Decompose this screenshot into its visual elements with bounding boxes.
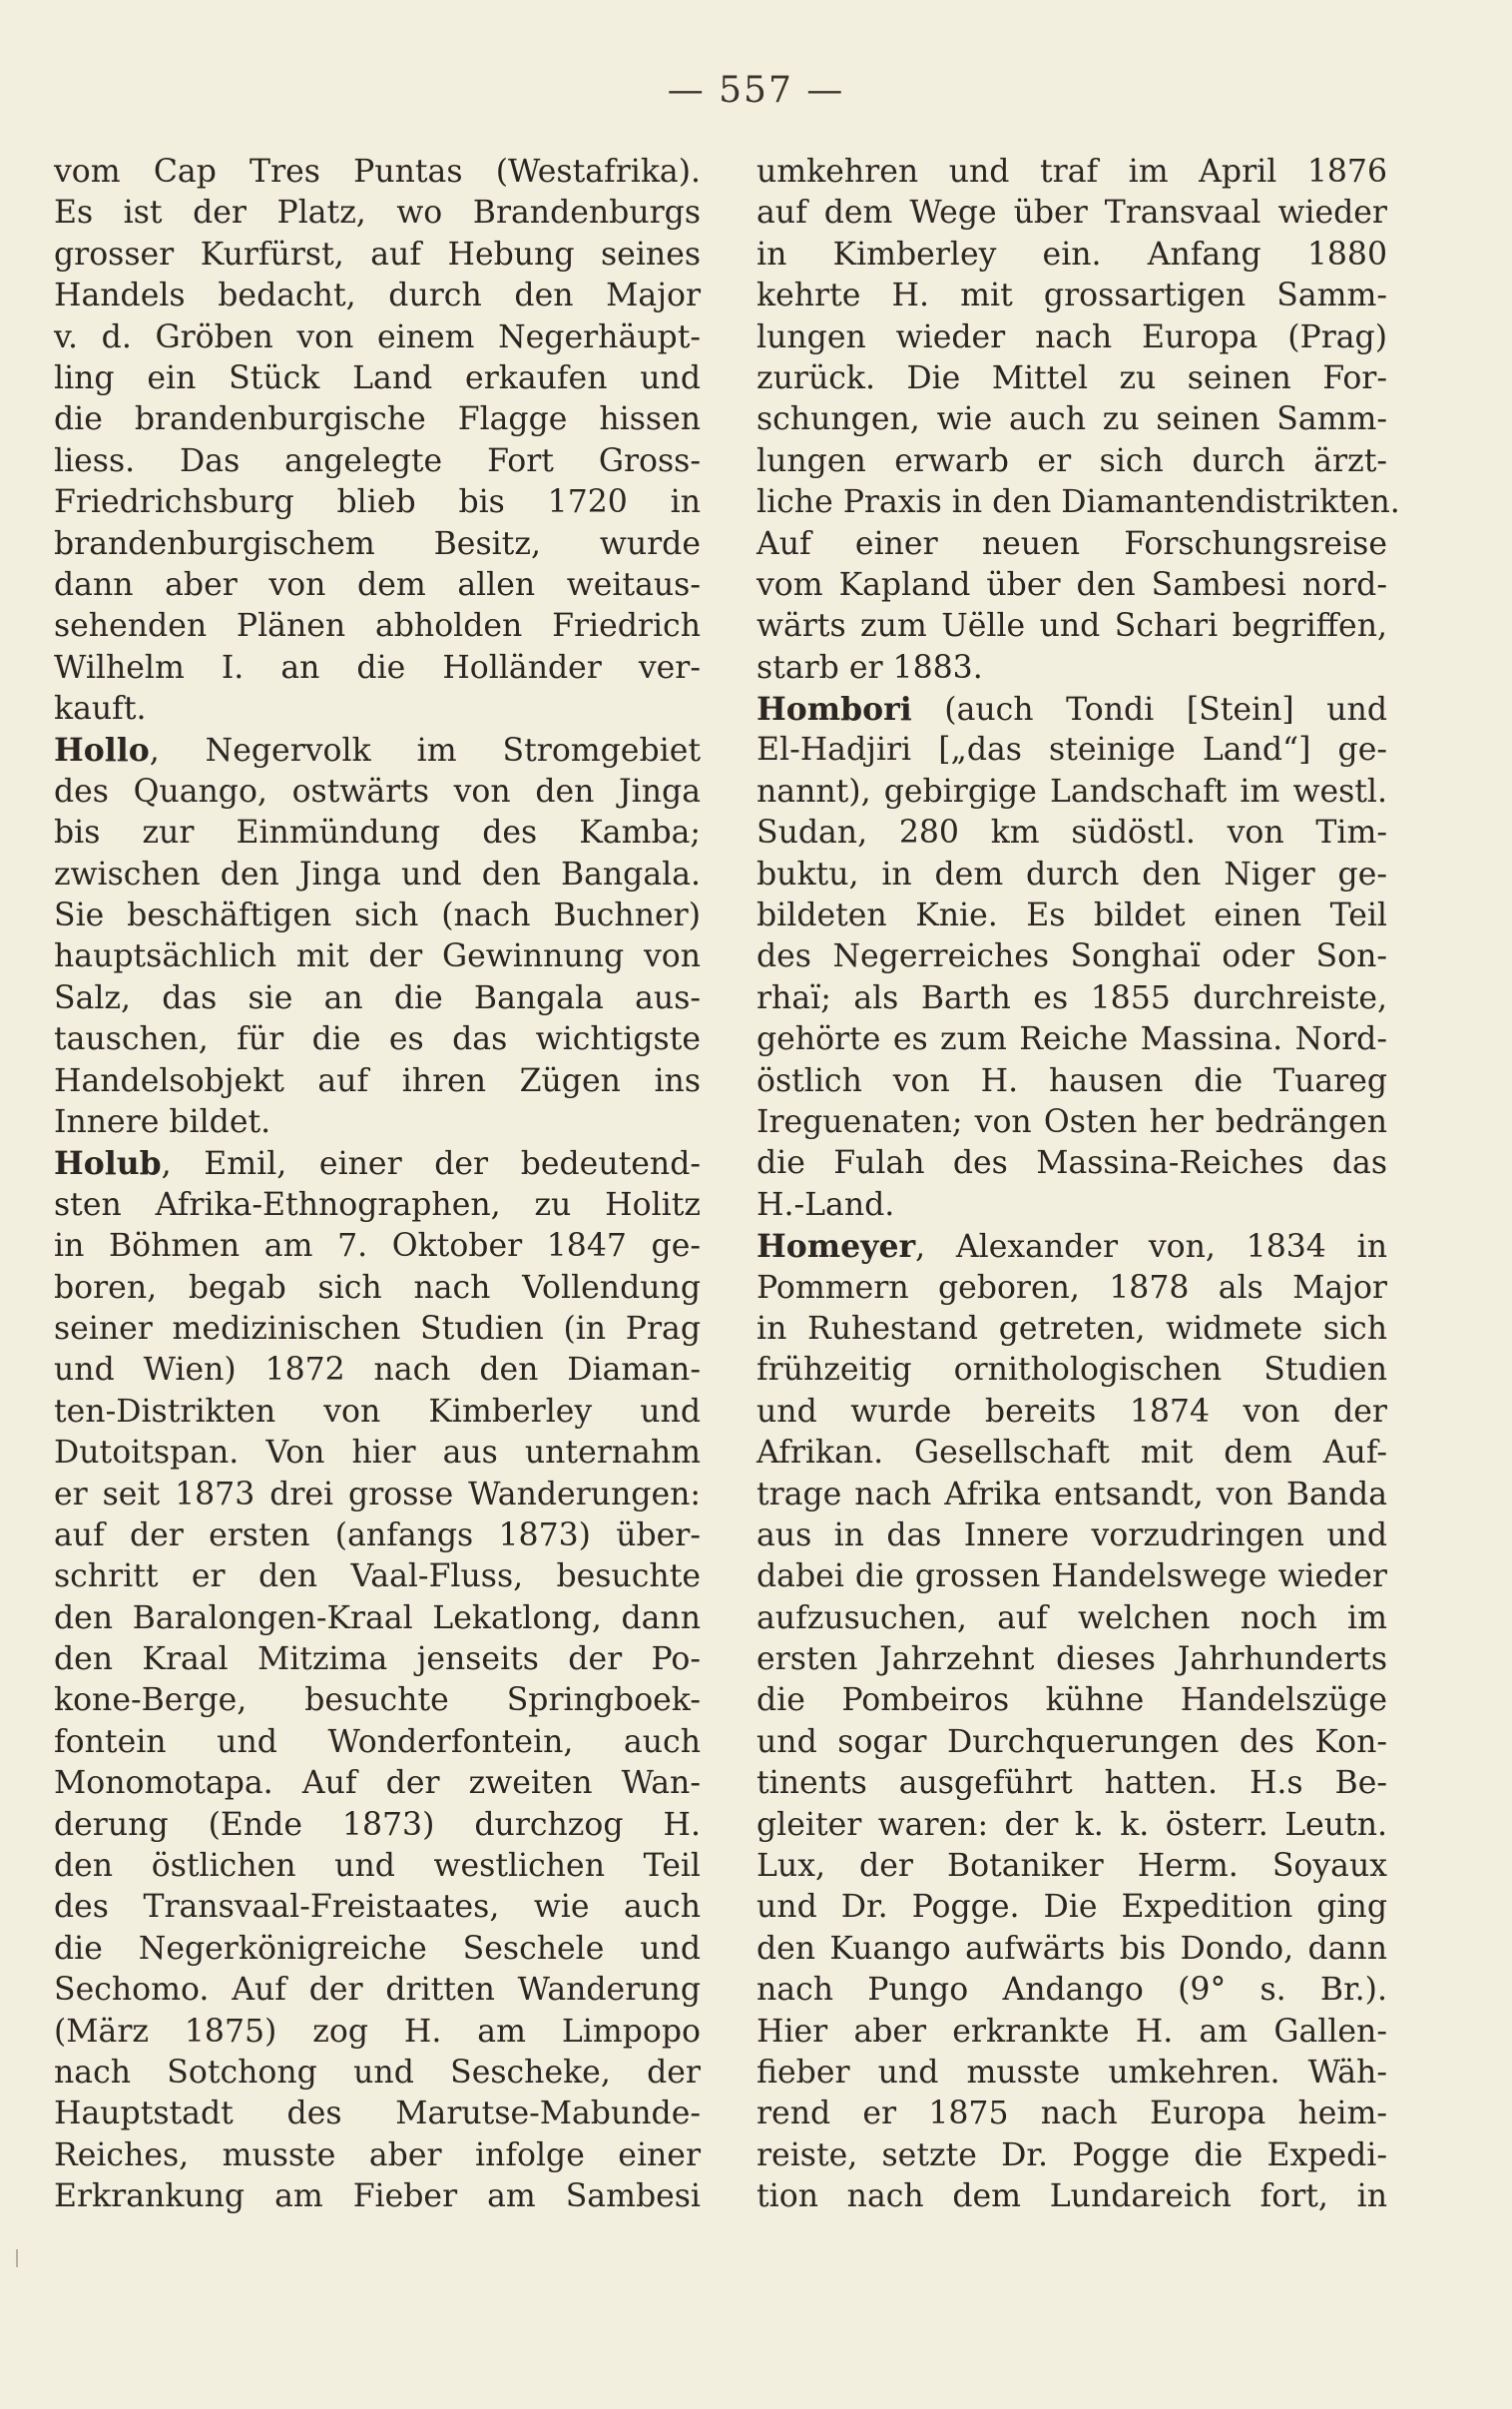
line-text: ling ein Stück Land erkaufen und: [54, 359, 701, 396]
left-column-line: [54, 1929, 701, 1970]
line-text: derung (Ende 1873) durchzog H.: [54, 1806, 701, 1843]
line-text: Hier aber erkrankte H. am Gallen-: [756, 2013, 1387, 2050]
entry-headword: Holub: [54, 1145, 162, 1183]
right-column-line: [756, 2012, 1395, 2053]
left-column-line: [54, 772, 701, 813]
right-column-line: [756, 1185, 1395, 1226]
right-column-line: [756, 1639, 1395, 1680]
line-text: des Negerreiches Songhaï oder Son-: [756, 938, 1387, 975]
left-column-line: [54, 1763, 701, 1804]
line-text: dann aber von dem allen weitaus-: [54, 566, 701, 603]
right-column-line: [756, 1392, 1395, 1433]
left-column-line: [54, 1102, 701, 1143]
line-text: die Negerkönigreiche Seschele und: [54, 1930, 701, 1967]
right-column-line: [756, 1226, 1395, 1267]
line-text: ersten Jahrzehnt dieses Jahrhunderts: [756, 1641, 1387, 1678]
left-column-line: [54, 978, 701, 1019]
left-column-line: [54, 1639, 701, 1680]
line-text: zurück. Die Mittel zu seinen For-: [756, 359, 1387, 396]
left-column-line: [54, 1433, 701, 1474]
line-text: Monomotapa. Auf der zweiten Wan-: [54, 1765, 701, 1802]
line-text: in Böhmen am 7. Oktober 1847 ge-: [54, 1228, 701, 1265]
right-column-line: [756, 1019, 1395, 1060]
line-text: gehörte es zum Reiche Massina. Nord-: [756, 1021, 1387, 1058]
line-text: den Kraal Mitzima jenseits der Po-: [54, 1641, 701, 1678]
left-column: [54, 152, 701, 2218]
line-text: auf dem Wege über Transvaal wieder: [756, 195, 1387, 232]
left-column-line: [54, 1226, 701, 1267]
right-column-line: [756, 1680, 1395, 1721]
right-column-line: [756, 772, 1395, 813]
right-column-line: [756, 1350, 1395, 1391]
line-text: nach Pungo Andango (9° s. Br.).: [756, 1972, 1387, 2009]
right-column-line: [756, 1515, 1395, 1556]
left-column-line: [54, 2053, 701, 2094]
line-text: Pommern geboren, 1878 als Major: [756, 1269, 1387, 1306]
left-column-line: [54, 855, 701, 896]
line-text: östlich von H. hausen die Tuareg: [756, 1062, 1387, 1099]
line-text: umkehren und traf im April 1876: [756, 154, 1387, 190]
line-text: fieber und musste umkehren. Wäh-: [756, 2054, 1387, 2091]
line-text: Reiches, musste aber infolge einer: [54, 2136, 701, 2173]
left-column-line: [54, 1392, 701, 1433]
line-text: tauschen, für die es das wichtigste: [54, 1021, 701, 1058]
line-text: rend er 1875 nach Europa heim-: [756, 2096, 1387, 2132]
left-column-line: [54, 358, 701, 399]
line-text: hauptsächlich mit der Gewinnung von: [54, 938, 701, 975]
right-column-line: [756, 441, 1395, 482]
left-column-line: [54, 399, 701, 440]
left-column-line: [54, 2135, 701, 2176]
line-text: sehenden Plänen abholden Friedrich: [54, 608, 701, 645]
line-text: trage nach Afrika entsandt, von Banda: [756, 1476, 1387, 1512]
line-text: buktu, in dem durch den Niger ge-: [756, 856, 1387, 893]
line-text: tion nach dem Lundareich fort, in: [756, 2178, 1387, 2215]
line-text: nannt), gebirgige Landschaft im westl.: [756, 773, 1387, 810]
line-text: H.-Land.: [756, 1186, 895, 1223]
left-column-line: [54, 1061, 701, 1102]
right-column-line: [756, 1309, 1395, 1350]
left-column-line: [54, 152, 701, 193]
left-column-line: [54, 1185, 701, 1226]
right-column-line: [756, 399, 1395, 440]
line-text: (März 1875) zog H. am Limpopo: [54, 2013, 701, 2050]
right-column-line: [756, 235, 1395, 276]
right-column-line: [756, 1722, 1395, 1763]
right-column-line: [756, 936, 1395, 977]
left-column-line: [54, 565, 701, 606]
right-column-line: [756, 1805, 1395, 1846]
line-text: liess. Das angelegte Fort Gross-: [54, 442, 701, 479]
line-text: ten-Distrikten von Kimberley und: [54, 1393, 701, 1430]
line-text: El-Hadjiri [„das steinige Land“] ge-: [756, 732, 1387, 769]
left-column-line: [54, 482, 701, 523]
left-column-line: [54, 2012, 701, 2053]
left-column-line: [54, 1970, 701, 2011]
line-text: die brandenburgische Flagge hissen: [54, 401, 701, 438]
left-column-line: [54, 317, 701, 358]
line-text: sten Afrika-Ethnographen, zu Holitz: [54, 1186, 701, 1223]
left-column-line: [54, 1475, 701, 1515]
line-text: den Baralongen-Kraal Lekatlong, dann: [54, 1599, 701, 1636]
right-column-line: [756, 1763, 1395, 1804]
line-text: Dutoitspan. Von hier aus unternahm: [54, 1435, 701, 1472]
page-number: — 557 —: [667, 70, 845, 111]
line-text: den Kuango aufwärts bis Dondo, dann: [756, 1930, 1387, 1967]
entry-headword: Homeyer: [756, 1228, 916, 1266]
line-text: lungen erwarb er sich durch ärzt-: [756, 442, 1387, 479]
line-text: und wurde bereits 1874 von der: [756, 1393, 1387, 1430]
right-column-line: [756, 730, 1395, 771]
line-text: Lux, der Botaniker Herm. Soyaux: [756, 1848, 1387, 1885]
left-column-line: [54, 276, 701, 316]
right-column-line: [756, 978, 1395, 1019]
line-text: liche Praxis in den Diamantendistrikten.: [756, 484, 1400, 521]
line-text: brandenburgischem Besitz, wurde: [54, 525, 701, 562]
line-text: Erkrankung am Fieber am Sambesi: [54, 2178, 701, 2215]
line-text: nach Sotchong und Sescheke, der: [54, 2054, 701, 2091]
line-text: Handels bedacht, durch den Major: [54, 278, 701, 314]
line-text: rhaï; als Barth es 1855 durchreiste,: [756, 979, 1387, 1016]
line-text: reiste, setzte Dr. Pogge die Expedi-: [756, 2136, 1387, 2173]
line-text: und Wien) 1872 nach den Diaman-: [54, 1352, 701, 1389]
line-text: seiner medizinischen Studien (in Prag: [54, 1310, 701, 1347]
line-text: Wilhelm I. an die Holländer ver-: [54, 649, 701, 686]
left-column-line: [54, 1268, 701, 1309]
left-column-line: [54, 689, 701, 730]
right-column-line: [756, 317, 1395, 358]
left-column-line: [54, 441, 701, 482]
line-text: boren, begab sich nach Vollendung: [54, 1269, 701, 1306]
line-text: fontein und Wonderfontein, auch: [54, 1723, 701, 1760]
line-text: schritt er den Vaal-Fluss, besuchte: [54, 1558, 701, 1595]
right-column-line: [756, 1970, 1395, 2011]
right-column-line: [756, 648, 1395, 689]
line-text: lungen wieder nach Europa (Prag): [756, 318, 1387, 355]
line-text: , Alexander von, 1834 in: [915, 1229, 1387, 1266]
right-column-line: [756, 1929, 1395, 1970]
left-column-line: [54, 524, 701, 565]
line-text: Hauptstadt des Marutse-Mabunde-: [54, 2096, 701, 2132]
left-column-line: [54, 1309, 701, 1350]
line-text: des Quango, ostwärts von den Jinga: [54, 773, 701, 810]
right-column-line: [756, 2094, 1395, 2134]
right-column: [756, 152, 1400, 2218]
line-text: Handelsobjekt auf ihren Zügen ins: [54, 1062, 701, 1099]
line-text: dabei die grossen Handelswege wieder: [756, 1558, 1387, 1595]
left-column-line: [54, 1350, 701, 1391]
line-text: Sechomo. Auf der dritten Wanderung: [54, 1972, 701, 2009]
right-column-line: [756, 1268, 1395, 1309]
left-column-line: [54, 1680, 701, 1721]
right-column-line: [756, 689, 1395, 730]
right-column-line: [756, 1061, 1395, 1102]
left-column-line: [54, 2176, 701, 2217]
line-text: grosser Kurfürst, auf Hebung seines: [54, 236, 701, 273]
line-text: Innere bildet.: [54, 1103, 271, 1140]
left-column-line: [54, 813, 701, 854]
line-text: , Negervolk im Stromgebiet: [149, 733, 701, 770]
right-column-line: [756, 2176, 1395, 2217]
left-column-line: [54, 730, 701, 771]
left-column-line: [54, 1887, 701, 1928]
line-text: aufzusuchen, auf welchen noch im: [756, 1599, 1387, 1636]
margin-mark: [16, 2249, 18, 2267]
line-text: tinents ausgeführt hatten. H.s Be-: [756, 1765, 1387, 1802]
left-column-line: [54, 1556, 701, 1597]
right-column-line: [756, 1598, 1395, 1639]
right-column-line: [756, 152, 1395, 193]
line-text: frühzeitig ornithologischen Studien: [756, 1352, 1387, 1389]
line-text: bildeten Knie. Es bildet einen Teil: [756, 898, 1387, 934]
left-column-line: [54, 1515, 701, 1556]
left-column-line: [54, 193, 701, 234]
line-text: auf der ersten (anfangs 1873) über-: [54, 1516, 701, 1553]
line-text: den östlichen und westlichen Teil: [54, 1848, 701, 1885]
line-text: vom Kapland über den Sambesi nord-: [756, 566, 1387, 603]
line-text: in Ruhestand getreten, widmete sich: [756, 1310, 1387, 1347]
entry-headword: Hombori: [756, 691, 912, 729]
line-text: Afrikan. Gesellschaft mit dem Auf-: [756, 1435, 1387, 1472]
line-text: kone-Berge, besuchte Springboek-: [54, 1682, 701, 1719]
right-column-line: [756, 1846, 1395, 1887]
line-text: er seit 1873 drei grosse Wanderungen:: [54, 1476, 701, 1512]
right-column-line: [756, 193, 1395, 234]
left-column-line: [54, 1722, 701, 1763]
right-column-line: [756, 276, 1395, 316]
right-column-line: [756, 2053, 1395, 2094]
left-column-line: [54, 896, 701, 936]
left-column-line: [54, 1598, 701, 1639]
line-text: (auch Tondi [Stein] und: [911, 692, 1387, 729]
line-text: Friedrichsburg blieb bis 1720 in: [54, 484, 701, 521]
line-text: gleiter waren: der k. k. österr. Leutn.: [756, 1806, 1387, 1843]
right-column-line: [756, 1475, 1395, 1515]
line-text: schungen, wie auch zu seinen Samm-: [756, 401, 1387, 438]
right-column-line: [756, 1433, 1395, 1474]
line-text: , Emil, einer der bedeutend-: [161, 1146, 701, 1183]
line-text: und Dr. Pogge. Die Expedition ging: [756, 1889, 1387, 1926]
left-column-line: [54, 936, 701, 977]
line-text: starb er 1883.: [756, 649, 983, 686]
line-text: Es ist der Platz, wo Brandenburgs: [54, 195, 701, 232]
line-text: des Transvaal-Freistaates, wie auch: [54, 1889, 701, 1926]
right-column-line: [756, 565, 1395, 606]
line-text: Auf einer neuen Forschungsreise: [756, 525, 1387, 562]
line-text: kauft.: [54, 691, 147, 728]
left-column-line: [54, 1846, 701, 1887]
line-text: wärts zum Uëlle und Schari begriffen,: [756, 608, 1387, 645]
left-column-line: [54, 235, 701, 276]
right-column-line: [756, 482, 1400, 523]
line-text: vom Cap Tres Puntas (Westafrika).: [54, 154, 701, 190]
line-text: die Fulah des Massina-Reiches das: [756, 1145, 1387, 1182]
line-text: Salz, das sie an die Bangala aus-: [54, 979, 701, 1016]
right-column-line: [756, 2135, 1395, 2176]
left-column-line: [54, 606, 701, 647]
left-column-line: [54, 1143, 701, 1184]
right-column-line: [756, 896, 1395, 936]
left-column-line: [54, 1019, 701, 1060]
line-text: zwischen den Jinga und den Bangala.: [54, 856, 701, 893]
line-text: und sogar Durchquerungen des Kon-: [756, 1723, 1387, 1760]
right-column-line: [756, 606, 1395, 647]
left-column-line: [54, 648, 701, 689]
line-text: bis zur Einmündung des Kamba;: [54, 815, 701, 852]
line-text: die Pombeiros kühne Handelszüge: [756, 1682, 1387, 1719]
line-text: Ireguenaten; von Osten her bedrängen: [756, 1103, 1387, 1140]
right-column-line: [756, 1556, 1395, 1597]
right-column-line: [756, 1143, 1395, 1184]
line-text: in Kimberley ein. Anfang 1880: [756, 236, 1387, 273]
right-column-line: [756, 1102, 1395, 1143]
line-text: Sie beschäftigen sich (nach Buchner): [54, 898, 701, 934]
entry-headword: Hollo: [54, 732, 150, 770]
left-column-line: [54, 1805, 701, 1846]
line-text: kehrte H. mit grossartigen Samm-: [756, 278, 1387, 314]
left-column-line: [54, 2094, 701, 2134]
line-text: Sudan, 280 km südöstl. von Tim-: [756, 815, 1387, 852]
line-text: aus in das Innere vorzudringen und: [756, 1516, 1387, 1553]
right-column-line: [756, 855, 1395, 896]
right-column-line: [756, 813, 1395, 854]
line-text: v. d. Gröben von einem Negerhäupt-: [54, 318, 701, 355]
right-column-line: [756, 358, 1395, 399]
right-column-line: [756, 1887, 1395, 1928]
right-column-line: [756, 524, 1395, 565]
